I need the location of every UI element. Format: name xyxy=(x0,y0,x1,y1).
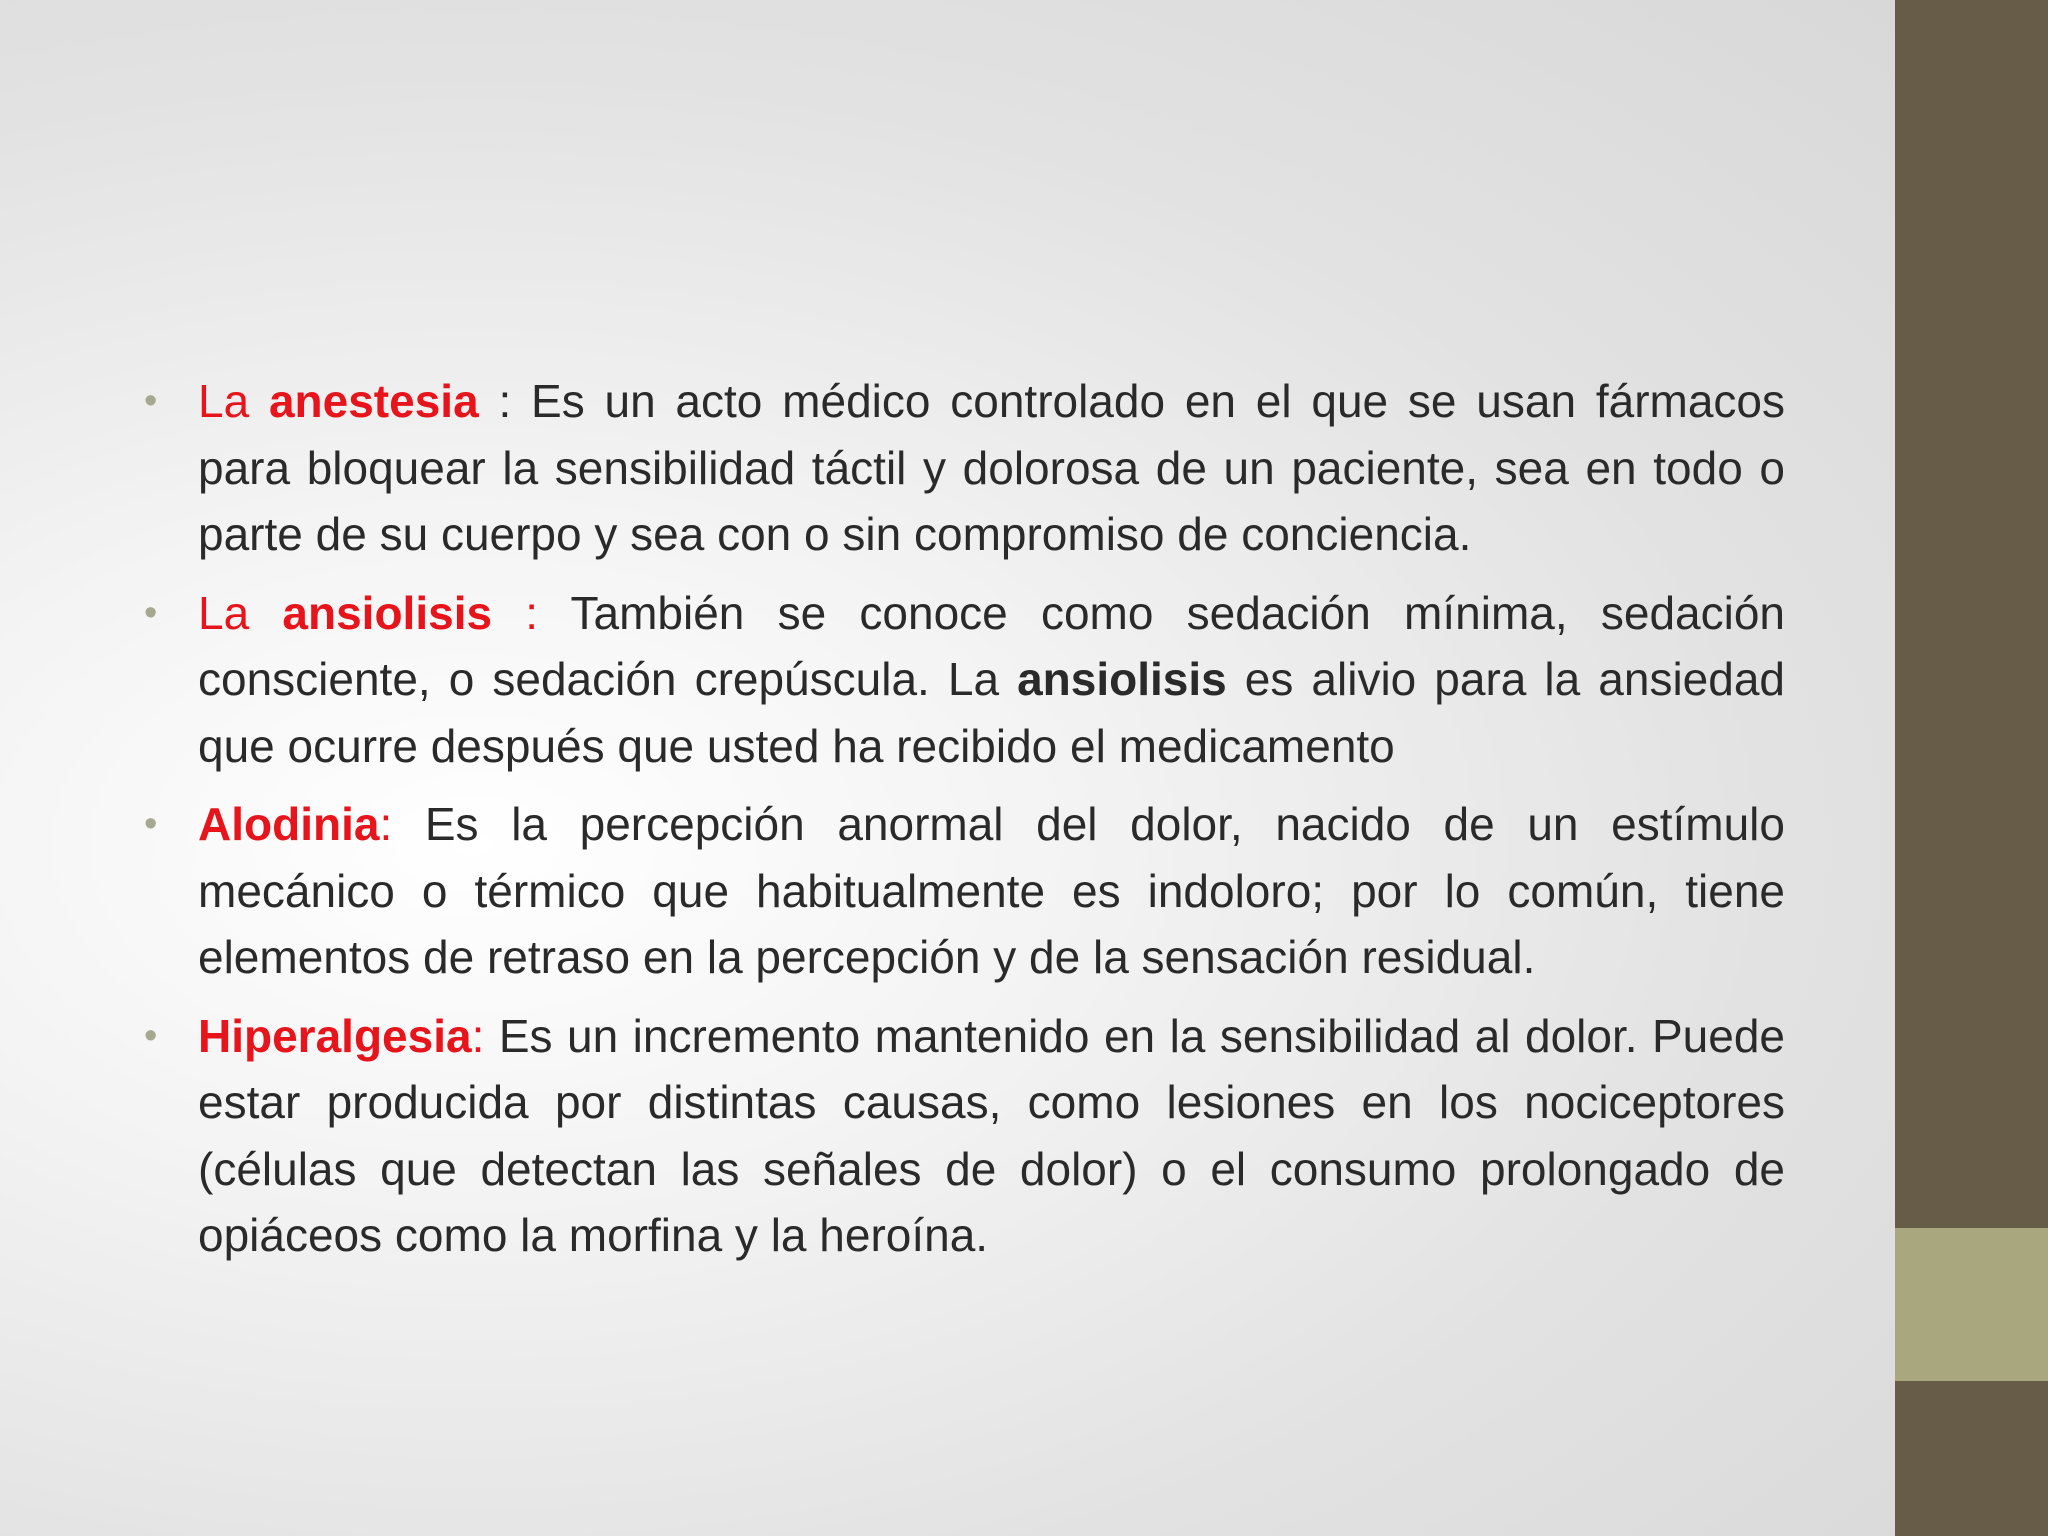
definition-text: Es un incremento mantenido en la sensibilidad al dolor. Puede estar producida por distintas causas, como lesiones en los nociceptores (células que detectan las señales de dolor) o el consumo prolongado de opiáceos como la morfina y la heroína. xyxy=(198,1009,1786,1261)
term-prefix: La xyxy=(198,375,269,427)
term-ansiolisis: ansiolisis xyxy=(282,586,493,639)
term-anestesia: anestesia xyxy=(268,375,479,427)
definition-text-continued: es alivio para la ansiedad que ocurre después que usted ha recibido el medicamento xyxy=(198,653,1785,772)
bullet-list xyxy=(140,368,1785,1281)
term-alodinia: Alodinia xyxy=(198,798,380,850)
decorative-sidebar-accent xyxy=(1895,1228,2048,1381)
term-separator: : xyxy=(478,375,532,427)
bullet-ansiolisis xyxy=(140,580,1785,780)
bullet-anestesia xyxy=(140,368,1785,568)
definition-text: Es la percepción anormal del dolor, nacido de un estímulo mecánico o térmico que habitualmente es indoloro; por lo común, tiene elementos de retraso en la percepción y de la sensación residual. xyxy=(198,798,1785,983)
bullet-dot-icon: • xyxy=(144,1014,158,1057)
definition-text: Es un acto médico controlado en el que se usan fármacos para bloquear la sensibilidad táctil y dolorosa de un paciente, sea en todo o parte de su cuerpo y sea con o sin compromiso de conciencia. xyxy=(198,375,1785,560)
bullet-dot-icon: • xyxy=(144,591,158,634)
term-prefix: La xyxy=(198,586,283,639)
term-separator: : xyxy=(471,1009,499,1062)
term-separator: : xyxy=(492,586,571,639)
term-hiperalgesia: Hiperalgesia xyxy=(198,1009,472,1062)
term-separator: : xyxy=(379,798,425,850)
bullet-alodinia xyxy=(140,791,1785,991)
bullet-dot-icon: • xyxy=(144,380,158,422)
bullet-hiperalgesia xyxy=(140,1003,1785,1269)
inline-bold-term: ansiolisis xyxy=(1017,653,1227,705)
bullet-dot-icon: • xyxy=(144,803,158,845)
definition-text: También se conoce como sedación mínima, sedación consciente, o sedación crepúscula. La xyxy=(198,586,1785,705)
